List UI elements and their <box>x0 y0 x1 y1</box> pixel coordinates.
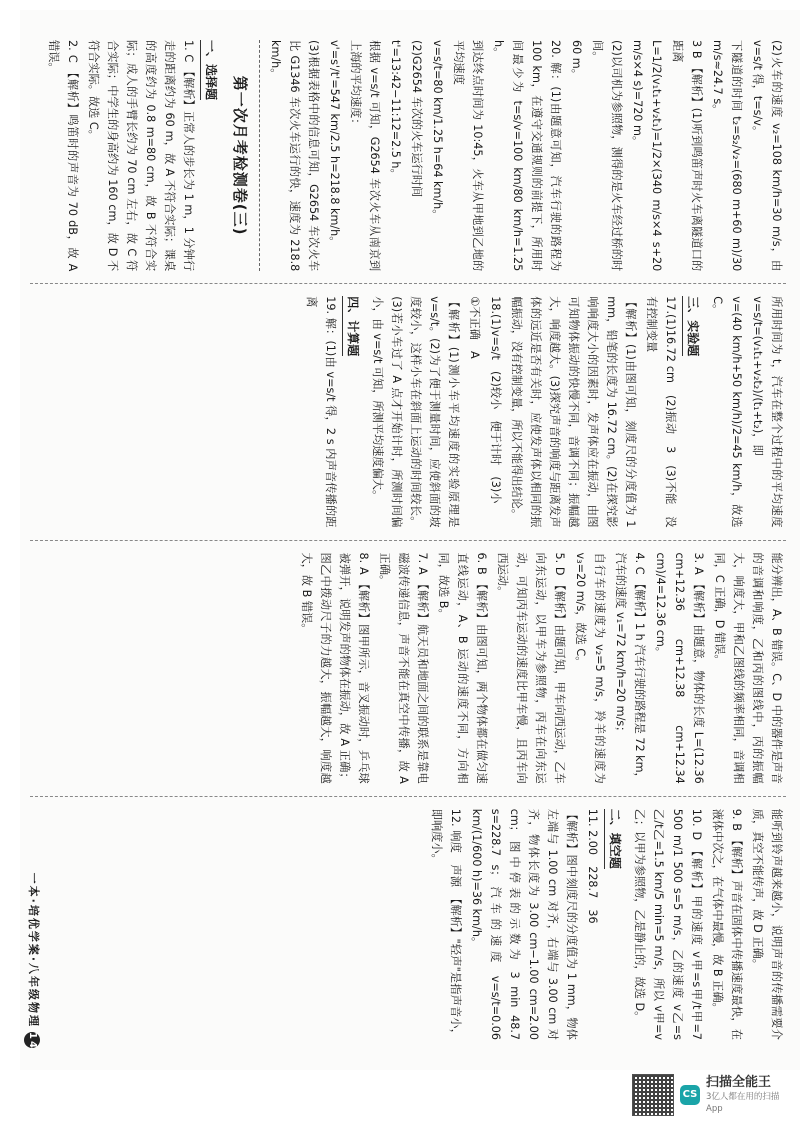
paragraph: 11. 2.00 228.7 36 <box>586 808 599 924</box>
paragraph: v=s/t=80 km/1.25 h=64 km/h。 <box>431 40 444 221</box>
paragraph: 4. C 【解析】1 h 汽车行驶的路程是 72 km，汽车的速度 v₁=72 km/h=20 m/s； <box>614 552 646 784</box>
paragraph: 12. 响度 声源 【解析】"轻声"是指声音小，即响度小。 <box>430 808 462 1040</box>
paragraph: 【解析】(1)测小车平均速度的实验原理是 v=s/t。(2)为了便于测量时间，应使斜面的坡度较小，这样小车在斜面上运动的时间较长。(3)若小车过了 A 点才开始计时，所测时间偏小，由 v=s/t 可知，所测平均速度偏大。 <box>371 296 460 528</box>
paragraph: 7. A 【解析】航天员和地面之间的联系是靠电磁波传递信息，声音不能在真空中传播，故 A 正确。 <box>378 552 429 784</box>
column-3 <box>30 540 786 796</box>
column-2 <box>30 283 786 539</box>
paragraph: 能听到铃声越来越小，说明声音的传播需要介质，真空不能传声，故 D 正确。 <box>751 808 783 1040</box>
paragraph: 能分辨出，A、B 错误。C、D 中的器件是声音的音调和响度，乙和丙的图线中，丙的振幅大，响度大，甲和乙图线的频率相同，音调相同，C 正确，D 错误。 <box>713 552 783 784</box>
divider <box>259 40 260 271</box>
paragraph: 根据 v=s/t 可知，G2654 车次火车从南京到上海的平均速度： <box>349 40 381 272</box>
page-number: 14 <box>24 1032 40 1048</box>
column-4 <box>30 796 786 1052</box>
paragraph: 5. D 【解析】由题可知，甲车向西运动，乙车向东运动，以甲车为参照物，丙车在向东运动，可知丙车运动的速度比甲车慢，且丙车向西运动。 <box>496 552 566 784</box>
paragraph: 60 m。 <box>570 40 583 80</box>
section-heading: 二、填空题 <box>604 809 624 869</box>
paragraph: 2. C 【解析】鸣笛时的声音为 70 dB，故 A 错误。 <box>47 40 79 272</box>
paragraph: 9. B 【解析】声音在固体中传播速度最快，在液体中次之，在气体中最慢，故 B 正确。 <box>711 808 743 1040</box>
camscanner-logo-icon: CS <box>680 1085 700 1105</box>
paragraph: 19. 解：(1)由 v=s/t 得，2 s 内声音传播的距离 <box>305 296 337 528</box>
column-1 <box>30 28 786 283</box>
paragraph: ①不正确 A <box>468 296 481 359</box>
paragraph: v'=s'/t'=547 km/2.5 h=218.8 km/h。 <box>328 40 341 248</box>
paragraph: L=1/2(v₁t₁+v₂t₁)=1/2×(340 m/s×4 s+20 m/s×4 s)=720 m。 <box>631 40 663 272</box>
paragraph: 下隧道的时间 t₂=s₂/v₂=(680 m+60 m)/30 m/s≈24.7 s。 <box>711 40 743 272</box>
paragraph: 6. B 【解析】由图可知，两个物体都在做匀速直线运动，A、B 运动的速度不同，方向相同，故选 B。 <box>437 552 488 784</box>
footer-label: 一本·培优学案·八年级物理 <box>27 872 40 1028</box>
page-footer <box>24 873 42 1048</box>
paragraph: 18.(1)v=s/t (2)较小 便于计时 (3)小 <box>489 296 502 504</box>
section-heading: 三、实验题 <box>682 296 702 356</box>
watermark-text <box>706 1075 792 1115</box>
scanner-watermark <box>632 1072 792 1118</box>
paragraph: 到达终点时间为 10:45，火车从甲地到乙地的平均速度 <box>452 40 484 272</box>
paragraph: 【解析】图中刻度尺的分度值为 1 mm，物体左端与 1.00 cm 对齐，右端与 3.00 cm 对齐，物体长度为 3.00 cm−1.00 cm=2.00 cm；图中停表的示数为 3 min 48.7 s=228.7 s；汽车的速度 v=s/t=0.06 km/(1/600 h)=36 km/h。 <box>470 808 578 1040</box>
paragraph: (2)G2654 车次的火车运行时间 <box>410 40 423 198</box>
paragraph: 自行车的速度为 v₂=5 m/s，羚羊的速度为 v₃=20 m/s，故选 C。 <box>574 552 606 784</box>
paragraph: v=(40 km/h+50 km/h)/2=45 km/h，故选 C。 <box>711 296 743 528</box>
section-heading: 一、选择题 <box>200 40 220 100</box>
exam-title: 第一次月考检测卷(三) <box>231 75 249 236</box>
paragraph: 1. C 【解析】正常人的步长为 1 m，1 分钟行走的距离约为 60 m，故 A 不符合实际；课桌的高度约为 0.8 m=80 cm，故 B 不符合实际；成人的手臂长约为 70 cm 左右，故 C 符合实际；中学生的身高约为 160 cm，故 D 不符合实际。故选 C。 <box>87 40 195 272</box>
section-heading: 四、计算题 <box>342 296 362 356</box>
paragraph: 【解析】(1)由图可知，刻度尺的分度值为 1 mm，铅笔的长度为 16.72 cm。(2)在探究影响响度大小的因素时，发声体应在振动，由图可知物体振动的快慢不同，音调不同；振幅越大，响度越大。(3)探究声音的响度与距离发声体的远近是否有关时，应使发声体以相同的振幅振动，没有控制变量，所以不能得出结论。 <box>510 296 637 528</box>
paragraph: 3. A 【解析】由题意，物体的长度 L=(12.36 cm+12.36 cm+12.38 cm+12.34 cm)/4=12.36 cm。 <box>654 552 705 784</box>
paragraph: 3 B 【解析】(1)听到鸣笛声时火车离隧道口的距离 <box>671 40 703 272</box>
qr-code-icon <box>632 1074 674 1116</box>
paragraph: 8. A 【解析】图甲所示，音叉振动时，乒乓球被弹开，说明发声的物体在振动，故 A 正确；图乙中拨动尺子的力越大，振幅越大，响度越大，故 B 错误。 <box>300 552 370 784</box>
rotated-answer-sheet <box>20 10 800 1070</box>
paragraph: 10. D 【解析】甲的速度 v甲=s甲/t甲=7 500 m/1 500 s=5 m/s，乙的速度 v乙=s乙/t乙=1.5 km/5 min=5 m/s，所以 v甲=v乙；以甲为参照物，乙是静止的，故选 D。 <box>633 808 703 1040</box>
paragraph: 17.(1)16.72 cm (2)振动 3 (3)不能 没有控制变量 <box>645 296 677 528</box>
paragraph: (3)根据表格中的信息可知，G2654 车次火车比 G1346 车次火车运行的快，速度为 218.8 km/h。 <box>269 40 320 272</box>
paragraph: 所用时间为 t，汽车在整个过程中的平均速度 v=s/t=(v₁t₁+v₂t₂)/(t₁+t₂)，即 <box>751 296 783 528</box>
paragraph: (2)火车的速度 v₂=108 km/h=30 m/s，由 v=s/t 得，t=s/v。 <box>751 40 783 272</box>
paragraph: 20. 解：(1)由题意可知，汽车行驶的路程为 100 km，在遵守交通规则的前提下，所用时间最少为 t=s/v=100 km/80 km/h=1.25 h。 <box>492 40 562 272</box>
paragraph: t'=13:42−11:12=2.5 h。 <box>389 40 402 180</box>
app-name: 扫描全能王 <box>706 1075 772 1090</box>
paragraph: (2)以司机为参照物，测得的是火车经过桥的时间。 <box>591 40 623 272</box>
app-tagline: 3亿人都在用的扫描App <box>706 1092 780 1114</box>
